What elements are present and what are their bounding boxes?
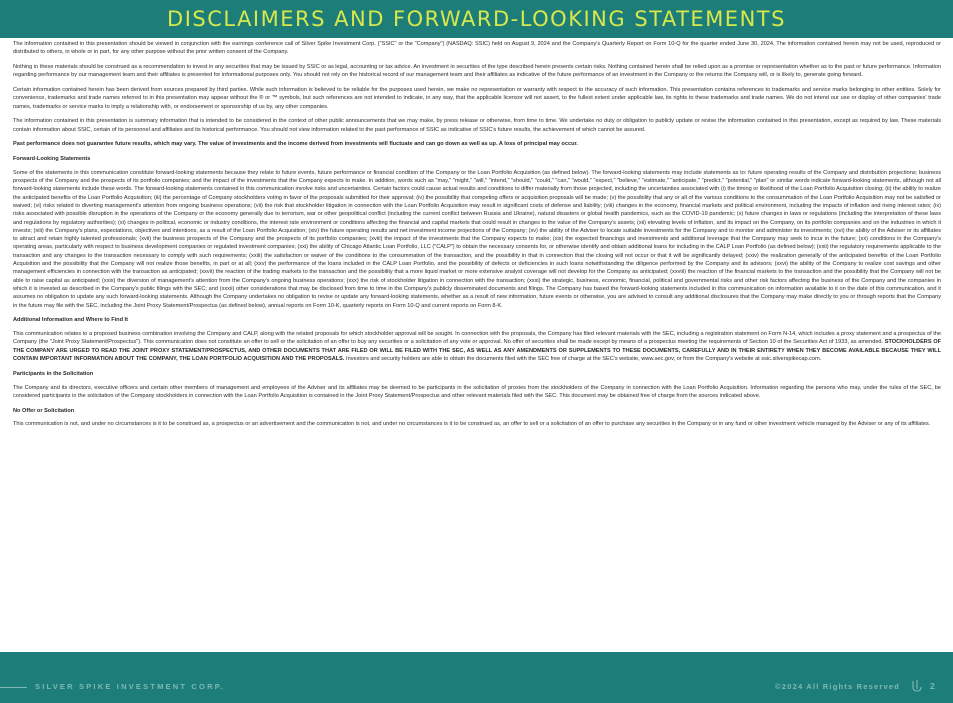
intro-paragraph: The information contained in this presentation should be viewed in conjunction with the earnings conference call of Silver Spike Investment Corp. ("SSIC" or the "Company") (NASDAQ: SSIC) held on August 9, 2024 and the Company's Quarterly Report on Form 10-Q for the quarter ended June 30, 2024. The information contained herein may not be used, reproduced or distributed to others, in whole or in part, for any other purpose without the prior written consent of the Company. bbox=[13, 41, 941, 56]
company-name: SILVER SPIKE INVESTMENT CORP. bbox=[35, 682, 226, 691]
no-offer-paragraph: This communication is not, and under no circumstances is it to be construed as, a prospectus or an advertisement and the communication is not, and under no circumstances is it to be construed as, an offer to sell or a solicitation of an offer to purchase any securities in the Company or in any fund or other investment vehicle managed by the Adviser or any of its affiliates. bbox=[13, 421, 931, 428]
page-number: 2 bbox=[930, 681, 935, 691]
forward-looking-paragraph: Some of the statements in this communication constitute forward-looking statements because they relate to future events, future performance or financial condition of the Company or the Loan Portfolio Acquisition (as defined below). The forward-looking statements may include statements as to: future operating results of the Company and distribution projections; business prospects of the Company and the prospects of its portfolio companies; and the impact of the investments that the Company expects to make. In addition, words such as "may," "might," "will," "intend," "should," "could," "can," "would," "expect," "believe," "estimate," "anticipate," "predict," "potential," "plan" or similar words indicate forward-looking statements, although not all forward-looking statements include these words. The forward-looking statements contained in this communication involve risks and uncertainties. Certain factors could cause actual results and conditions to differ materially from those projected, including the uncertainties associated with (i) the timing or likelihood of the Loan Portfolio Acquisition closing; (ii) the ability to realize the anticipated benefits of the Loan Portfolio Acquisition; (iii) the percentage of Company stockholders voting in favor of the proposals submitted for their approval; (iv) the possibility that competing offers or acquisition proposals will be made; (v) the possibility that any or all of the various conditions to the consummation of the Loan Portfolio Acquisition may not be satisfied or waived; (vi) risks related to diverting management's attention from ongoing business operations; (vii) the risk that stockholder litigation in connection with the Loan Portfolio Acquisition may result in significant costs of defense and liability; (viii) changes in the economy, financial markets and political environment, including the impacts of inflation and rising interest rates; (ix) risks associated with possible disruption in the operations of the Company or the economy generally due to terrorism, war or other geopolitical conflict (including the current conflict between Russia and Ukraine), natural disasters or global health pandemics, such as the COVID-19 pandemic; (x) future changes in laws or regulations (including the interpretation of these laws and regulations by regulatory authorities); (xi) changes in political, economic or industry conditions, the interest rate environment or conditions affecting the financial and capital markets that could result in changes to the value of the Company's assets; (xii) elevating levels of inflation, and its impact on the Company, on its portfolio companies and on the industries in which it invests; (xiii) the Company's plans, expectations, objectives and intentions, as a result of the Loan Portfolio Acquisition; (xiv) the future operating results and net investment income projections of the Company; (xv) the ability of the Adviser to locate suitable investments for the Company and to monitor and administer its investments; (xvi) the ability of the Adviser or its affiliates to attract and retain highly talented professionals; (xvii) the business prospects of the Company and the prospects of its portfolio companies; (xviii) the impact of the investments that the Company expects to make; (xix) the expected financings and investments and additional leverage that the Company may seek to incur in the future; (xx) conditions in the Company's operating areas, particularly with respect to business development companies or regulated investment companies; (xxi) the ability of Chicago Atlantic Loan Portfolio, LLC ("CALP") to obtain the necessary consents for, or otherwise identify and obtain additional loans for including in the CALP Loan Portfolio (as defined below); (xxii) the regulatory requirements applicable to the transaction and any changes to the transaction necessary to comply with such requirements; (xxiii) the satisfaction or waiver of the conditions to the consummation of the transaction, and the possibility in that in connection that the closing will not occur or that it will be significantly delayed; (xxiv) the realization generally of the anticipated benefits of the Loan Portfolio Acquisition and the possibility that the Company will not realize those benefits, in part or at all; (xxv) the performance of the loans included in the CALP Loan Portfolio, and the possibility of defects or deficiencies in such loans notwithstanding the diligence performed by the Company and its advisors; (xxvi) the ability of the Company to realize cost savings and other management efficiencies in connection with the transaction as anticipated; (xxvii) the reaction of the trading markets to the transaction and the possibility that a more liquid market or more extensive analyst coverage will not develop for the Company as anticipated; (xxviii) the reaction of the financial markets to the transaction and the possibility that the Company will not be able to raise capital as anticipated; (xxix) the diversion of management's attention from the Company's ongoing business operations; (xxx) the risk of stockholder litigation in connection with the transaction; (xxxi) the strategic, business, economic, financial, political and governmental risks and other risk factors affecting the business of the Company and the companies in which it is invested as described in the Company's public filings with the SEC; and (xxxii) other considerations that may be disclosed from time to time in the Company's publicly disseminated documents and filings. The Company has based the forward-looking statements included in this communication on information available to it on the date of this communication, and it assumes no obligation to update any such forward-looking statements. Although the Company undertakes no obligation to revise or update any forward-looking statements, whether as a result of new information, future events or otherwise, you are advised to consult any additional disclosures that the Company may make directly to you or through reports that the Company in the future may file with the SEC, including the Joint Proxy Statement/Prospectus (as defined below), annual reports on Form 10-K, quarterly reports on Form 10-Q and current reports on Form 8-K. bbox=[13, 169, 941, 309]
past-performance-warning bbox=[13, 140, 941, 148]
additional-info-text: This communication relates to a proposed business combination involving the Company and CALP, along with the related proposals for which stockholder approval will be sought. In connection with the proposals, the Company has filed relevant materials with the SEC, including a registration statement on Form N-14, which includes a proxy statement and a prospectus of the Company (the "Joint Proxy Statement/Prospectus"). This communication does not constitute an offer to sell or the solicitation of an offer to buy any securities or a solicitation of any vote or approval. No offer of securities shall be made except by means of a prospectus meeting the requirements of Section 10 of the Securities Act of 1933, as amended. bbox=[13, 331, 941, 346]
silver-spike-logo-icon bbox=[910, 679, 924, 693]
recommendation-paragraph: Nothing in these materials should be construed as a recommendation to invest in any securities that may be issued by SSIC or as legal, accounting or tax advice. An investment in securities of the type described herein presents certain risks. Nothing contained herein shall be relied upon as a promise or representation whether as to the past or future performance. Information regarding performance by our management team and their affiliates is presented for informational purposes only. You should not rely on the historical record of our management team and their affiliates as indicative of the future performance of an investment in the Company or the returns the Company will, or is likely to, generate going forward. bbox=[13, 63, 941, 79]
summary-paragraph: The information contained in this presentation is summary information that is intended to be considered in the context of other public announcements that we may make, by press release or otherwise, from time to time. We undertake no duty or obligation to publicly update or revise the information contained in this presentation, except as required by law. These materials contain information about SSIC, certain of its personnel and affiliates and its historical performance. You should not view information related to the past performance of SSIC as indicative of SSIC's future results, the achievement of which cannot be assured. bbox=[13, 118, 941, 133]
header-bar bbox=[0, 0, 953, 38]
no-offer-heading: No Offer or Solicitation bbox=[13, 407, 75, 414]
past-performance-text: Past performance does not guarantee future results, which may vary. The value of investments and the income derived from investments will fluctuate and can go down as well as up. A loss of principal may occur. bbox=[13, 141, 578, 148]
forward-looking-heading: Forward-Looking Statements bbox=[13, 155, 91, 162]
third-party-paragraph: Certain information contained herein has been derived from sources prepared by third parties. While such information is believed to be reliable for the purposes used herein, we make no representation or warranty with respect to the accuracy of such information. This presentation contains references to trademarks and service marks belonging to other entities. Solely for convenience, trademarks and trade names referred to in this presentation may appear without the ® or ™ symbols, but such references are not intended to indicate, in any way, that the applicable licensor will not assert, to the fullest extent under applicable law, its rights to these trademarks and trade names. We do not intend our use or display of other companies' trade names, trademarks or service marks to imply a relationship with, or endorsement or sponsorship of us by, any other companies. bbox=[13, 86, 941, 110]
participants-heading: Participants in the Solicitation bbox=[13, 370, 94, 377]
stockholders-urged-text: STOCKHOLDERS OF THE COMPANY ARE URGED TO READ THE JOINT PROXY STATEMENT/PROSPECTUS, AND OTHER DOCUMENTS THAT ARE FILED OR WILL BE FILED WITH THE SEC, AS WELL AS ANY AMENDMENTS OR SUPPLEMENTS TO THESE DOCUMENTS, CAREFULLY AND IN THEIR ENTIRETY WHEN THEY BECOME AVAILABLE BECAUSE THEY WILL CONTAIN IMPORTANT INFORMATION ABOUT THE COMPANY, THE LOAN PORTFOLIO ACQUISITION AND THE PROPOSALS. bbox=[13, 339, 941, 363]
copyright-text: ©2024 All Rights Reserved bbox=[775, 682, 900, 691]
footer-bar bbox=[0, 652, 953, 703]
participants-paragraph: The Company and its directors, executive officers and certain other members of management and employees of the Adviser and its affiliates may be deemed to be participants in the solicitation of proxies from the stockholders of the Company in connection with the Loan Portfolio Acquisition. Information regarding the persons who may, under the rules of the SEC, be considered participants in the solicitation of the Company stockholders in connection with the Loan Portfolio Acquisition is contained in the Joint Proxy Statement/Prospectus and other relevant materials filed with the SEC. This document may be obtained free of charge from the sources indicated above. bbox=[13, 384, 941, 399]
footer-divider bbox=[0, 687, 27, 688]
page-title: DISCLAIMERS AND FORWARD-LOOKING STATEMENTS bbox=[167, 7, 786, 31]
additional-info-heading: Additional Information and Where to Find It bbox=[13, 317, 128, 324]
additional-info-paragraph bbox=[13, 330, 941, 363]
disclaimer-body bbox=[13, 40, 941, 652]
sec-website-text: Investors and security holders are able to obtain the documents filed with the SEC free of charge at the SEC's website, www.sec.gov, or from the Company's website at ssic.silverspikecap.com. bbox=[346, 356, 822, 363]
